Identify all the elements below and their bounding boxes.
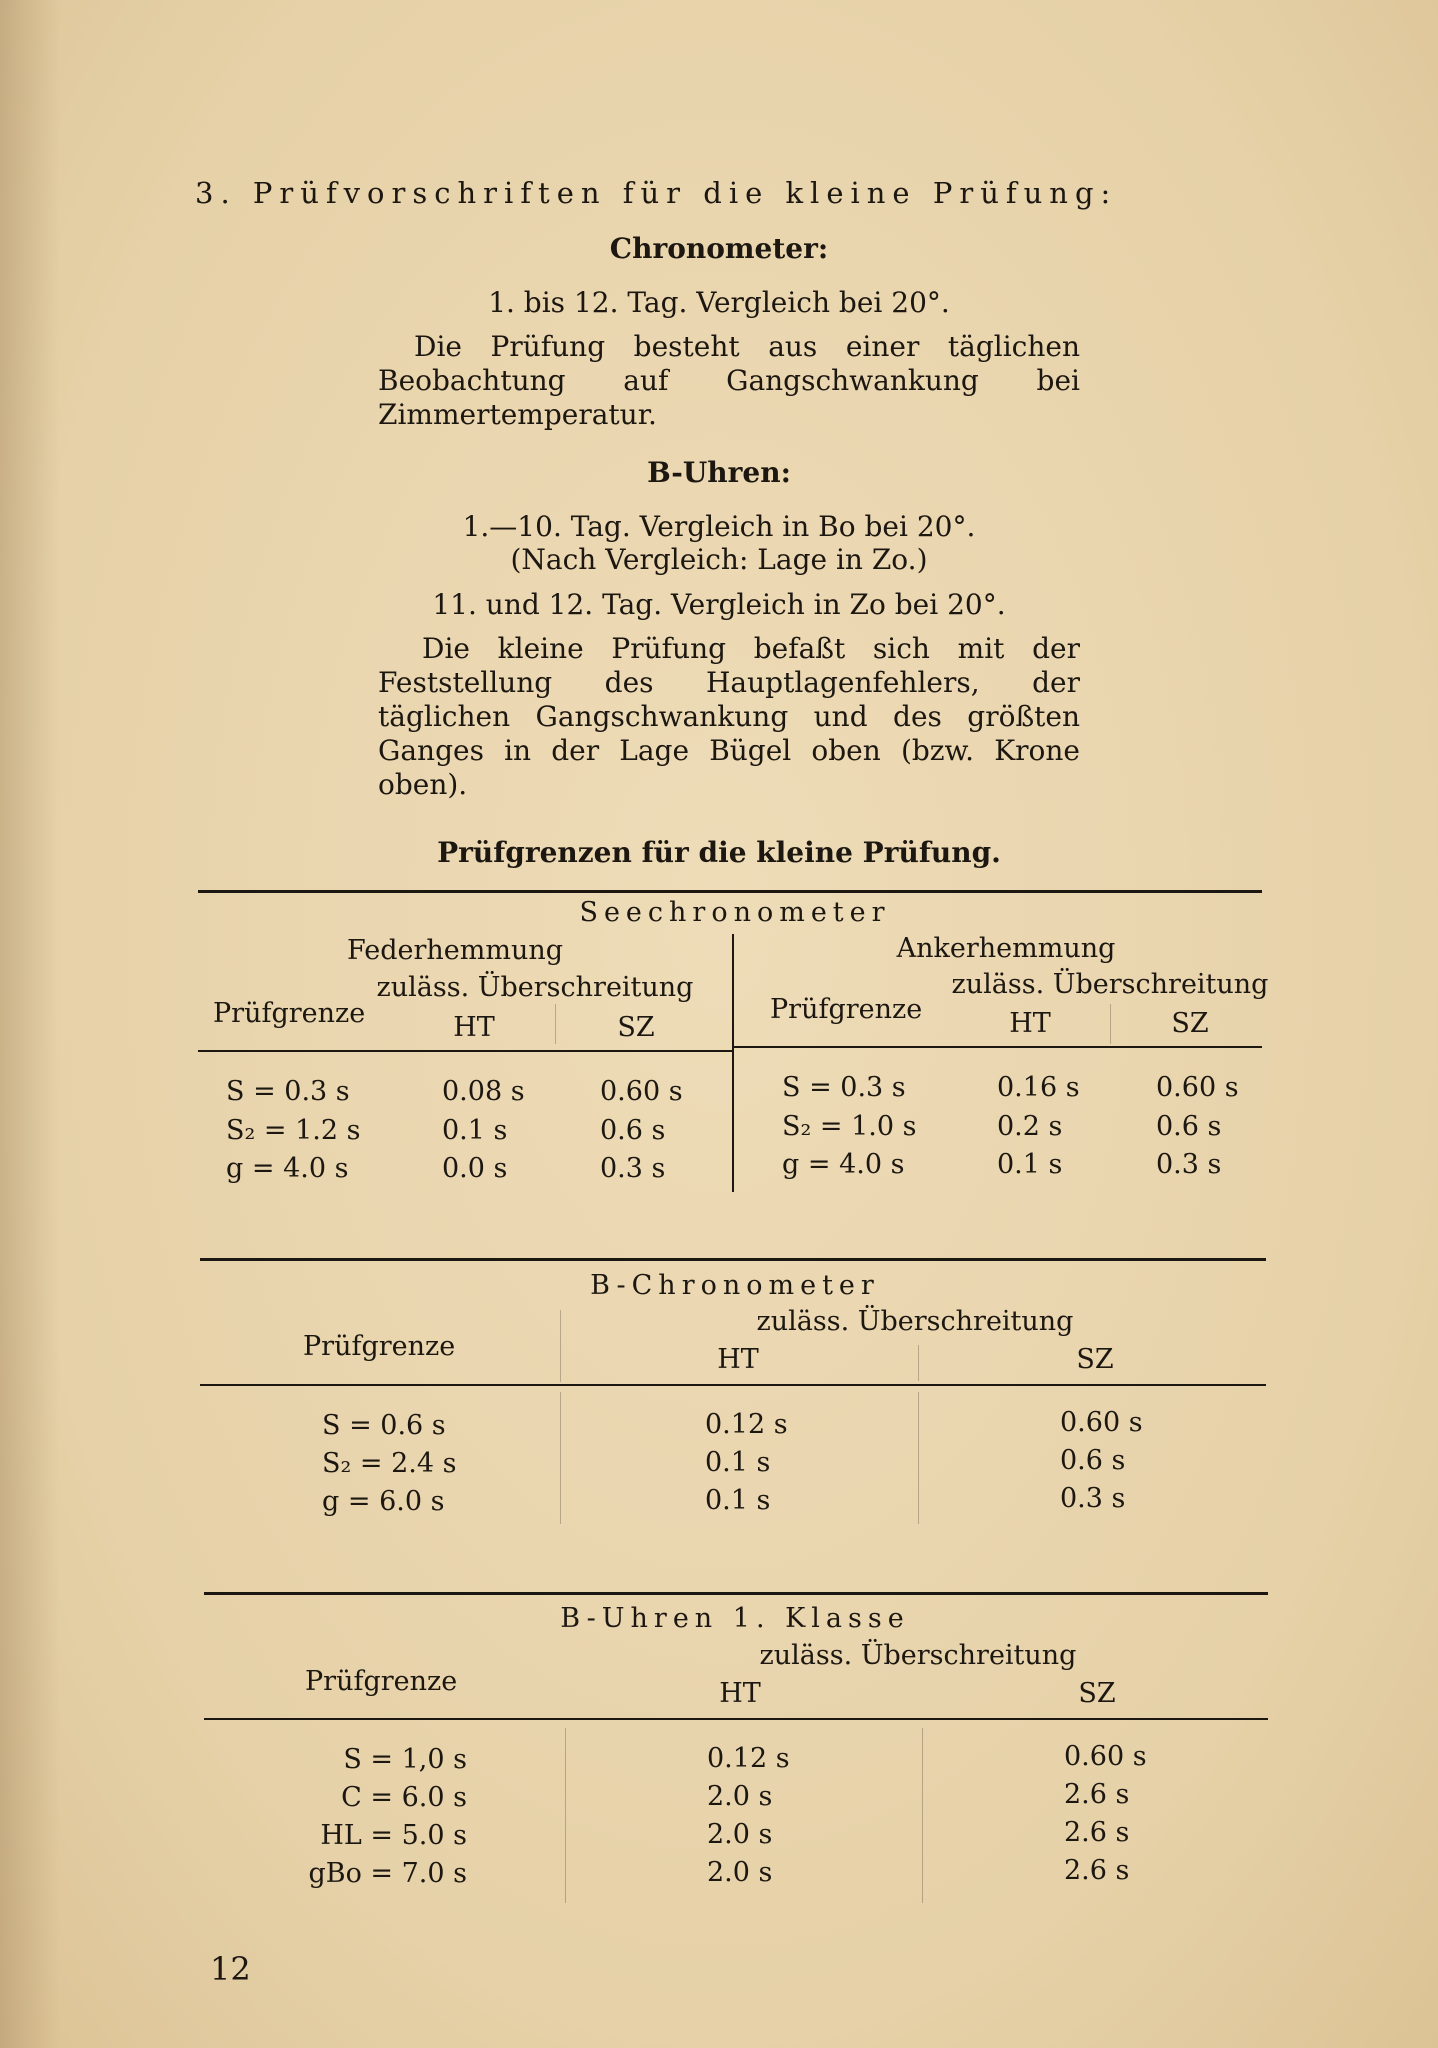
right-group-header: Ankerhemmung [896, 933, 1116, 964]
limit-header: Prüfgrenze [305, 1666, 458, 1697]
ht-header: HT [719, 1678, 761, 1709]
table-title: B-Chronometer [590, 1270, 880, 1301]
table-cell: S = 0.3 s [782, 1072, 906, 1103]
table-cell: S₂ = 1.0 s [782, 1111, 917, 1142]
table-cell: 0.16 s [997, 1072, 1080, 1103]
chronometer-title: Chronometer: [609, 232, 829, 265]
chronometer-paragraph: Die Prüfung besteht aus einer täglichen Beobachtung auf Gangschwankung bei Zimmertemperatur. [378, 330, 1080, 431]
page-number: 12 [210, 1950, 251, 1988]
buhren-title: B-Uhren: [647, 456, 791, 489]
table-rule [198, 890, 1262, 893]
table-title: B-Uhren 1. Klasse [560, 1603, 910, 1634]
table-title: Seechronometer [579, 897, 891, 928]
left-ht-header: HT [453, 1012, 495, 1043]
table-cell: gBo = 7.0 s [308, 1858, 467, 1889]
table-cell: 0.0 s [442, 1153, 508, 1184]
section-heading: 3. Prüfvorschriften für die kleine Prüfung: [195, 176, 1118, 210]
table-cell: 0.1 s [442, 1115, 508, 1146]
table-cell: S₂ = 1.2 s [226, 1115, 361, 1146]
chronometer-line: 1. bis 12. Tag. Vergleich bei 20°. [488, 286, 950, 319]
right-exceed-header: zuläss. Überschreitung [951, 969, 1269, 1000]
table-cell: 2.0 s [707, 1819, 773, 1850]
table-cell: g = 4.0 s [782, 1149, 905, 1180]
buhren-line-2: (Nach Vergleich: Lage in Zo.) [510, 543, 928, 576]
table-rule [204, 1718, 1268, 1720]
limit-header: Prüfgrenze [303, 1331, 456, 1362]
table-cell: 0.60 s [1064, 1741, 1147, 1772]
table-cell: 0.08 s [442, 1076, 525, 1107]
table-cell: 2.0 s [707, 1781, 773, 1812]
table-cell: 0.1 s [705, 1447, 771, 1478]
exceed-header: zuläss. Überschreitung [759, 1640, 1077, 1671]
buhren-line-3: 11. und 12. Tag. Vergleich in Zo bei 20°. [432, 588, 1006, 621]
sz-header: SZ [1078, 1678, 1116, 1709]
table-cell: S = 0.3 s [226, 1076, 350, 1107]
limits-title: Prüfgrenzen für die kleine Prüfung. [437, 836, 1001, 869]
right-limit-header: Prüfgrenze [770, 994, 923, 1025]
buhren-paragraph: Die kleine Prüfung befaßt sich mit der Feststellung des Hauptlagenfehlers, der täglichen Gangschwankung und des größten Ganges in der Lage Bügel oben (bzw. Krone oben). [378, 632, 1080, 801]
header-divider [555, 1004, 556, 1044]
table-cell: HL = 5.0 s [320, 1820, 467, 1851]
table-cell: S = 0.6 s [322, 1410, 446, 1441]
buhren-line-1: 1.—10. Tag. Vergleich in Bo bei 20°. [462, 510, 976, 543]
table-cell: g = 6.0 s [322, 1486, 445, 1517]
table-cell: 0.6 s [1156, 1111, 1222, 1142]
right-ht-header: HT [1009, 1008, 1051, 1039]
table-cell: 0.3 s [600, 1153, 666, 1184]
table-cell: 0.6 s [600, 1115, 666, 1146]
table-cell: 0.60 s [600, 1076, 683, 1107]
sz-header: SZ [1076, 1344, 1114, 1375]
table-cell: 0.3 s [1060, 1483, 1126, 1514]
ht-header: HT [717, 1344, 759, 1375]
table-cell: 0.3 s [1156, 1149, 1222, 1180]
left-sz-header: SZ [617, 1012, 655, 1043]
column-divider [565, 1728, 566, 1903]
table-cell: 0.1 s [705, 1485, 771, 1516]
table-cell: C = 6.0 s [341, 1782, 467, 1813]
table-cell: 0.12 s [707, 1743, 790, 1774]
table-rule [198, 1050, 732, 1052]
table-cell: 0.12 s [705, 1409, 788, 1440]
left-exceed-header: zuläss. Überschreitung [376, 972, 694, 1003]
right-sz-header: SZ [1171, 1008, 1209, 1039]
table-cell: g = 4.0 s [226, 1153, 349, 1184]
table-cell: 2.6 s [1064, 1779, 1130, 1810]
table-rule [200, 1258, 1266, 1261]
left-group-header: Federhemmung [346, 935, 564, 966]
table-cell: 0.1 s [997, 1149, 1063, 1180]
table-cell: 2.6 s [1064, 1817, 1130, 1848]
column-divider [922, 1728, 923, 1903]
exceed-header: zuläss. Überschreitung [756, 1306, 1074, 1337]
header-divider [1110, 1004, 1111, 1044]
table-divider [732, 934, 734, 1192]
header-divider [918, 1345, 919, 1381]
column-divider [918, 1392, 919, 1524]
left-limit-header: Prüfgrenze [213, 998, 366, 1029]
table-cell: S₂ = 2.4 s [322, 1448, 457, 1479]
table-cell: 0.60 s [1156, 1072, 1239, 1103]
table-cell: 2.0 s [707, 1857, 773, 1888]
table-cell: 0.60 s [1060, 1407, 1143, 1438]
header-divider [560, 1310, 561, 1382]
table-cell: 2.6 s [1064, 1855, 1130, 1886]
table-cell: 0.6 s [1060, 1445, 1126, 1476]
table-rule [204, 1592, 1268, 1595]
table-rule [200, 1384, 1266, 1386]
table-rule [732, 1046, 1262, 1048]
table-cell: S = 1,0 s [343, 1744, 467, 1775]
table-cell: 0.2 s [997, 1111, 1063, 1142]
column-divider [560, 1392, 561, 1524]
